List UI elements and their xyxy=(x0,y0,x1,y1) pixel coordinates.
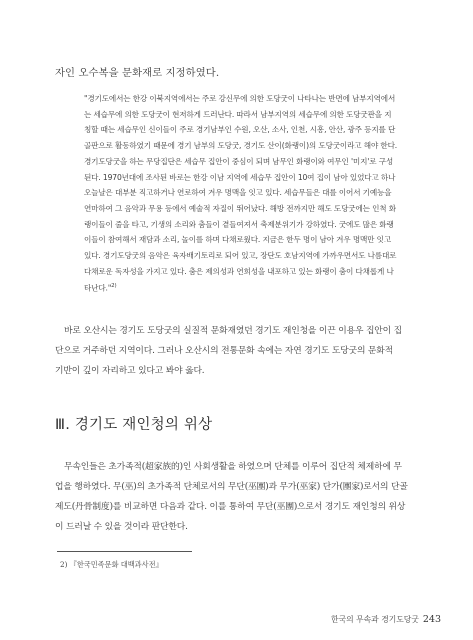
paragraph-line: 업을 행하였다. 무(巫)의 초가족적 단체로서의 무단(巫團)과 무가(巫家) 단가(團家)로서의 단골 xyxy=(55,482,408,492)
paragraph-line: 이 드러날 수 있을 것이라 판단한다. xyxy=(55,522,188,532)
quote-line: 골판으로 활동하였기 때문에 경기 남부의 도당굿, 경기도 산이(화랭이)의 도당굿이라고 해야 한다. xyxy=(84,141,398,151)
text-line-top: 자인 오수복을 문화재로 지정하였다. xyxy=(55,67,220,79)
paragraph-line: 무속인들은 초가족적(超家族的)인 사회생활을 하였으며 단체를 이루어 집단적 체제하에 무 xyxy=(64,462,402,472)
quote-line: 연마하여 그 음악과 무용 등에서 예술적 자질이 뛰어났다. 해방 전까지만 해도 도당굿에는 인척 화 xyxy=(84,203,396,213)
quote-line: 다채로운 독자성을 가지고 있다. 춤은 제의성과 연희성을 내포하고 있는 화랭이 춤이 다채롭게 나 xyxy=(84,266,394,276)
quote-line: 있다. 경기도당굿의 음악은 육자배기토리로 되어 있고, 장단도 호남지역에 가까우면서도 나름대로 xyxy=(84,251,397,261)
running-title: 한국의 무속과 경기도당굿 xyxy=(331,615,419,624)
quote-line: 랭이들이 줄을 타고, 기생의 소리와 춤들이 곁들여져서 축제분위기가 강하였다. 굿에도 많은 화랭 xyxy=(84,219,394,229)
page-number: 243 xyxy=(422,614,441,625)
section-heading: Ⅲ. 경기도 재인청의 위상 xyxy=(55,417,213,433)
quote-line: 칭할 때는 세습무인 신이들이 주로 경기남부인 수원, 오산, 소사, 인천, 시흥, 안산, 광주 등지를 단 xyxy=(84,125,396,135)
quote-line: 오늘날은 대부분 직고하거나 연로하여 겨우 명맥을 잇고 있다. 세습무들은 대를 이어서 기예능을 xyxy=(84,188,392,198)
paragraph-1 xyxy=(55,321,417,381)
footnote: 2) 『한국민족문화 대백과사전』 xyxy=(60,560,163,569)
quote-line: 는 세습무에 의한 도당굿이 현저하게 드러난다. 따라서 남부지역의 세습무에 의한 도당굿판을 지 xyxy=(84,109,392,119)
quote-line: 된다. 1970년대에 조사된 바로는 한강 이남 지역에 세습무 집안이 10여 집이 남아 있었다고 하나 xyxy=(84,172,396,182)
block-quote xyxy=(84,91,422,297)
footnote-divider xyxy=(57,551,192,552)
quote-line: "경기도에서는 한강 이북지역에서는 주로 강신무에 의한 도당굿이 나타나는 반면에 남부지역에서 xyxy=(84,94,396,103)
running-footer xyxy=(331,614,441,625)
paragraph-line: 바로 오산시는 경기도 도당굿의 실질적 문화재였던 경기도 재인청을 이끈 이용우 집안이 집 xyxy=(64,326,402,336)
quote-line: 이들이 참여해서 재담과 소리, 놀이를 하며 다채로웠다. 지금은 한두 명이 남아 겨우 명맥만 잇고 xyxy=(84,235,392,245)
paragraph-2 xyxy=(55,457,417,537)
quote-line-last xyxy=(84,279,422,296)
paragraph-line: 단으로 거주하던 지역이다. 그러나 오산시의 전통문화 속에는 자연 경기도 도당굿의 문화적 xyxy=(55,346,393,356)
quote-line: 경기도당굿을 하는 무당집단은 세습무 집안이 중심이 되며 남무인 화랭이와 여무인 '미지'로 구성 xyxy=(84,156,394,166)
footnote-marker[interactable]: 2) xyxy=(111,283,117,290)
paragraph-line: 기반이 깊이 자리하고 있다고 봐야 옳다. xyxy=(55,366,205,376)
paragraph-line: 제도(丹骨制度)를 비교하면 다음과 같다. 이를 통하여 무단(巫團)으로서 경기도 재인청의 위상 xyxy=(55,502,406,512)
quote-line-text: 타난다." xyxy=(84,283,112,293)
